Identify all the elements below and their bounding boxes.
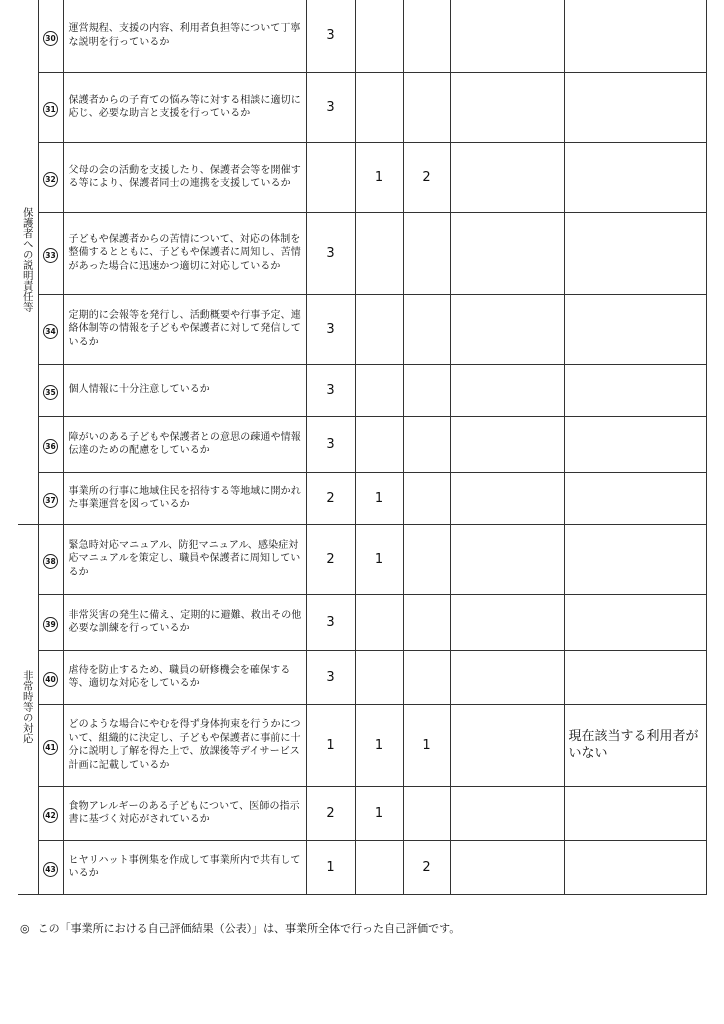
- count-cell-2: 1: [355, 786, 403, 840]
- count-cell-2: [355, 212, 403, 294]
- item-number: 32: [43, 172, 58, 187]
- count-cell-3: 2: [403, 840, 450, 894]
- category-cell: [18, 0, 38, 524]
- category-cell: [18, 524, 38, 894]
- count-cell-4: [450, 294, 564, 364]
- count-cell-4: [450, 142, 564, 212]
- item-number-cell: [38, 840, 63, 894]
- count-cell-2: [355, 72, 403, 142]
- count-cell-2: 1: [355, 704, 403, 786]
- note-cell: [564, 650, 706, 704]
- item-text: ヒヤリハット事例集を作成して事業所内で共有しているか: [63, 840, 306, 894]
- item-number: 37: [43, 493, 58, 508]
- item-text: 事業所の行事に地域住民を招待する等地域に開かれた事業運営を図っているか: [63, 472, 306, 524]
- note-cell: [564, 72, 706, 142]
- count-cell-3: [403, 364, 450, 416]
- item-number: 42: [43, 808, 58, 823]
- table-row: [18, 594, 706, 650]
- count-cell-2: 1: [355, 472, 403, 524]
- note-cell: [564, 294, 706, 364]
- item-text: 定期的に会報等を発行し、活動概要や行事予定、連絡体制等の情報を子どもや保護者に対して発信しているか: [63, 294, 306, 364]
- count-cell-2: 1: [355, 142, 403, 212]
- count-cell-2: [355, 650, 403, 704]
- item-number: 30: [43, 31, 58, 46]
- item-text: どのような場合にやむを得ず身体拘束を行うかについて、組織的に決定し、子どもや保護者に事前に十分に説明し了解を得た上で、放課後等デイサービス計画に記載しているか: [63, 704, 306, 786]
- item-text: 緊急時対応マニュアル、防犯マニュアル、感染症対応マニュアルを策定し、職員や保護者に周知しているか: [63, 524, 306, 594]
- count-cell-4: [450, 704, 564, 786]
- count-cell-1: [306, 142, 355, 212]
- item-text: 父母の会の活動を支援したり、保護者会等を開催する等により、保護者同士の連携を支援しているか: [63, 142, 306, 212]
- item-number: 36: [43, 439, 58, 454]
- item-number-cell: [38, 72, 63, 142]
- category-label: 保護者への説明責任等: [21, 207, 34, 313]
- count-cell-2: [355, 364, 403, 416]
- item-text: 食物アレルギーのある子どもについて、医師の指示書に基づく対応がされているか: [63, 786, 306, 840]
- item-number-cell: [38, 704, 63, 786]
- item-number: 38: [43, 554, 58, 569]
- table-row: [18, 786, 706, 840]
- item-number-cell: [38, 142, 63, 212]
- note-cell: 現在該当する利用者がいない: [564, 704, 706, 786]
- item-number: 35: [43, 385, 58, 400]
- table-row: [18, 650, 706, 704]
- count-cell-3: [403, 524, 450, 594]
- count-cell-1: 3: [306, 594, 355, 650]
- note-cell: [564, 142, 706, 212]
- item-text: 個人情報に十分注意しているか: [63, 364, 306, 416]
- evaluation-table: [18, 0, 707, 895]
- note-cell: [564, 524, 706, 594]
- count-cell-1: 1: [306, 840, 355, 894]
- count-cell-3: [403, 212, 450, 294]
- item-number: 39: [43, 617, 58, 632]
- count-cell-4: [450, 840, 564, 894]
- item-number-cell: [38, 650, 63, 704]
- count-cell-4: [450, 594, 564, 650]
- note-cell: [564, 840, 706, 894]
- item-number-cell: [38, 524, 63, 594]
- count-cell-1: 1: [306, 704, 355, 786]
- count-cell-1: 2: [306, 786, 355, 840]
- table-row: [18, 142, 706, 212]
- item-number: 34: [43, 324, 58, 339]
- item-number-cell: [38, 364, 63, 416]
- table-row: [18, 704, 706, 786]
- item-number-cell: [38, 212, 63, 294]
- table-row: [18, 416, 706, 472]
- item-text: 保護者からの子育ての悩み等に対する相談に適切に応じ、必要な助言と支援を行っているか: [63, 72, 306, 142]
- footnote: [20, 920, 460, 936]
- item-number: 33: [43, 248, 58, 263]
- count-cell-2: [355, 416, 403, 472]
- count-cell-3: 1: [403, 704, 450, 786]
- count-cell-3: [403, 472, 450, 524]
- table-row: [18, 364, 706, 416]
- table-row: [18, 0, 706, 72]
- item-number: 41: [43, 740, 58, 755]
- count-cell-1: 3: [306, 650, 355, 704]
- count-cell-2: [355, 0, 403, 72]
- item-number-cell: [38, 0, 63, 72]
- item-number-cell: [38, 594, 63, 650]
- evaluation-table-body: [18, 0, 706, 894]
- note-cell: [564, 594, 706, 650]
- count-cell-4: [450, 786, 564, 840]
- count-cell-4: [450, 212, 564, 294]
- item-number: 40: [43, 672, 58, 687]
- note-cell: [564, 416, 706, 472]
- item-text: 非常災害の発生に備え、定期的に避難、救出その他必要な訓練を行っているか: [63, 594, 306, 650]
- item-text: 子どもや保護者からの苦情について、対応の体制を整備するとともに、子どもや保護者に周知し、苦情があった場合に迅速かつ適切に対応しているか: [63, 212, 306, 294]
- table-row: [18, 472, 706, 524]
- count-cell-2: 1: [355, 524, 403, 594]
- item-number: 43: [43, 862, 58, 877]
- note-cell: [564, 0, 706, 72]
- count-cell-4: [450, 72, 564, 142]
- count-cell-1: 3: [306, 364, 355, 416]
- count-cell-3: [403, 416, 450, 472]
- count-cell-4: [450, 650, 564, 704]
- count-cell-4: [450, 472, 564, 524]
- table-row: [18, 840, 706, 894]
- count-cell-2: [355, 840, 403, 894]
- footnote-text: この「事業所における自己評価結果（公表）」は、事業所全体で行った自己評価です。: [37, 922, 461, 935]
- count-cell-1: 3: [306, 0, 355, 72]
- note-cell: [564, 786, 706, 840]
- item-text: 虐待を防止するため、職員の研修機会を確保する等、適切な対応をしているか: [63, 650, 306, 704]
- count-cell-1: 2: [306, 472, 355, 524]
- count-cell-2: [355, 294, 403, 364]
- note-cell: [564, 472, 706, 524]
- table-row: [18, 212, 706, 294]
- item-number: 31: [43, 102, 58, 117]
- count-cell-3: [403, 786, 450, 840]
- item-text: 運営規程、支援の内容、利用者負担等について丁寧な説明を行っているか: [63, 0, 306, 72]
- count-cell-3: [403, 0, 450, 72]
- double-circle-icon: ◎: [20, 922, 30, 935]
- count-cell-1: 3: [306, 416, 355, 472]
- count-cell-4: [450, 364, 564, 416]
- count-cell-3: [403, 594, 450, 650]
- count-cell-1: 3: [306, 294, 355, 364]
- item-number-cell: [38, 786, 63, 840]
- item-number-cell: [38, 472, 63, 524]
- count-cell-4: [450, 524, 564, 594]
- count-cell-4: [450, 416, 564, 472]
- note-cell: [564, 212, 706, 294]
- item-text: 障がいのある子どもや保護者との意思の疎通や情報伝達のための配慮をしているか: [63, 416, 306, 472]
- table-row: [18, 294, 706, 364]
- count-cell-3: 2: [403, 142, 450, 212]
- note-cell: [564, 364, 706, 416]
- count-cell-3: [403, 294, 450, 364]
- count-cell-1: 3: [306, 212, 355, 294]
- item-number-cell: [38, 416, 63, 472]
- table-row: [18, 72, 706, 142]
- item-number-cell: [38, 294, 63, 364]
- table-row: [18, 524, 706, 594]
- count-cell-3: [403, 650, 450, 704]
- count-cell-3: [403, 72, 450, 142]
- count-cell-1: 2: [306, 524, 355, 594]
- count-cell-2: [355, 594, 403, 650]
- count-cell-4: [450, 0, 564, 72]
- category-label: 非常時等の対応: [21, 670, 34, 744]
- count-cell-1: 3: [306, 72, 355, 142]
